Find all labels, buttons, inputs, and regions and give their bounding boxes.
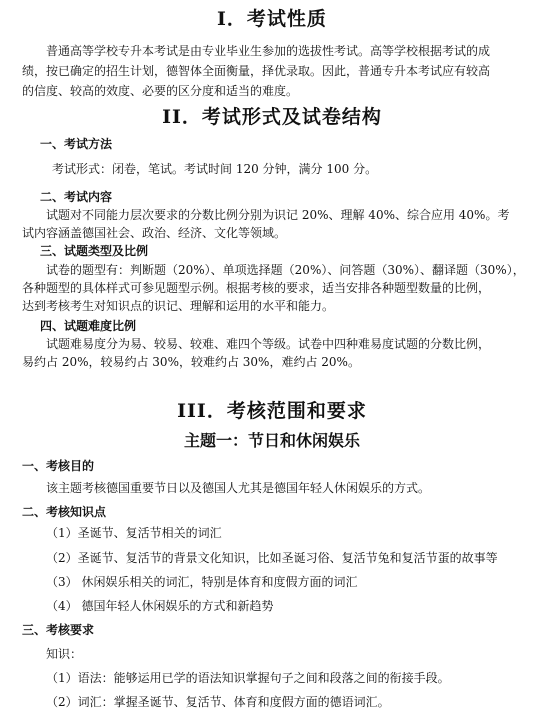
heading-assessment-goal: 一、考核目的	[22, 459, 95, 473]
heading-question-types: 三、试题类型及比例	[40, 244, 149, 258]
nature-paragraph-line-3: 的信度、较高的效度、必要的区分度和适当的难度。	[22, 84, 299, 98]
nature-paragraph-line-2: 绩，按已确定的招生计划，德智体全面衡量，择优录取。因此，普通专升本考试应有较高	[22, 64, 491, 78]
heading-exam-content: 二、考试内容	[40, 190, 113, 204]
requirement-1: （1）语法：能够运用已学的语法知识掌握句子之间和段落之间的衔接手段。	[46, 671, 450, 685]
question-types-line-3: 达到考核考生对知识点的识记、理解和运用的水平和能力。	[22, 299, 335, 313]
exam-method-text: 考试形式：闭卷，笔试。考试时间 120 分钟，满分 100 分。	[52, 162, 378, 176]
requirements-label: 知识：	[46, 647, 83, 661]
exam-content-line-1: 试题对不同能力层次要求的分数比例分别为识记 20%、理解 40%、综合应用 40%。考	[46, 208, 510, 222]
assessment-goal-text: 该主题考核德国重要节日以及德国人尤其是德国年轻人休闲娱乐的方式。	[46, 481, 431, 495]
difficulty-line-2: 易约占 20%，较易约占 30%，较难约占 30%，难约占 20%。	[22, 355, 360, 369]
difficulty-line-1: 试题难易度分为易、较易、较难、难四个等级。试卷中四种难易度试题的分数比例，	[46, 337, 491, 351]
section-title-nature: I．考试性质	[217, 8, 327, 30]
heading-requirements: 三、考核要求	[22, 623, 95, 637]
heading-difficulty: 四、试题难度比例	[40, 319, 137, 333]
heading-exam-method: 一、考试方法	[40, 137, 113, 151]
theme-title: 主题一：节日和休闲娱乐	[183, 431, 360, 450]
exam-content-line-2: 试内容涵盖德国社会、政治、经济、文化等领域。	[22, 226, 287, 240]
nature-paragraph-line-1: 普通高等学校专升本考试是由专业毕业生参加的选拔性考试。高等学校根据考试的成	[46, 44, 491, 58]
knowledge-point-2: （2）圣诞节、复活节的背景文化知识，比如圣诞习俗、复活节兔和复活节蛋的故事等	[46, 551, 498, 565]
knowledge-point-3: （3） 休闲娱乐相关的词汇，特别是体育和度假方面的词汇	[46, 575, 358, 589]
knowledge-point-1: （1）圣诞节、复活节相关的词汇	[46, 526, 222, 540]
question-types-line-2: 各种题型的具体样式可参见题型示例。根据考核的要求，适当安排各种题型数量的比例，	[22, 281, 491, 295]
requirement-2: （2）词汇：掌握圣诞节、复活节、体育和度假方面的德语词汇。	[46, 695, 390, 709]
knowledge-point-4: （4） 德国年轻人休闲娱乐的方式和新趋势	[46, 599, 274, 613]
section-title-format: II．考试形式及试卷结构	[162, 106, 382, 128]
heading-knowledge-points: 二、考核知识点	[22, 505, 107, 519]
question-types-line-1: 试卷的题型有：判断题（20%）、单项选择题（20%）、问答题（30%）、翻译题（30%），	[46, 263, 525, 277]
section-title-scope: III．考核范围和要求	[177, 400, 367, 422]
